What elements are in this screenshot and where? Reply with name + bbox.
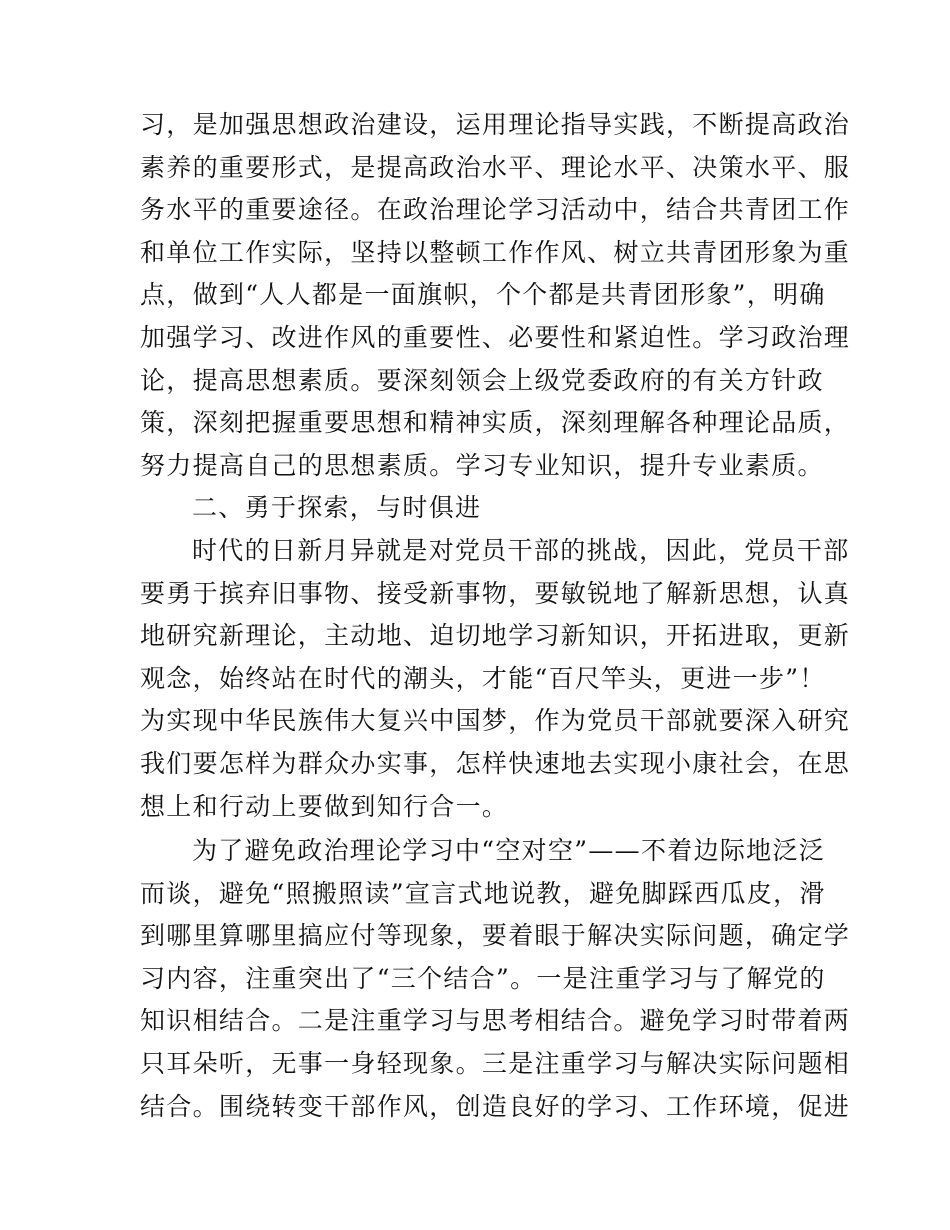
text-line: 和单位工作实际，坚持以整顿工作作风、树立共青团形象为重 — [140, 237, 851, 267]
text-line: 为实现中华民族伟大复兴中国梦，作为党员干部就要深入研究 — [140, 706, 851, 736]
text-line: 习，是加强思想政治建设，运用理论指导实践，不断提高政治 — [140, 110, 851, 139]
section-heading — [140, 487, 816, 530]
text-line: 素养的重要形式，是提高政治水平、理论水平、决策水平、服 — [140, 152, 851, 182]
text-line: 务水平的重要途径。在政治理论学习活动中，结合共青团工作 — [140, 195, 851, 225]
text-line: 二、勇于探索，与时俱进 — [192, 493, 482, 523]
text-line: 为了避免政治理论学习中“空对空”——不着边际地泛泛 — [192, 836, 826, 866]
text-line: 要勇于摈弃旧事物、接受新事物，要敏锐地了解新思想，认真 — [140, 578, 851, 608]
text-line: 观念，始终站在时代的潮头，才能“百尺竿头，更进一步”！ — [140, 663, 826, 693]
text-line: 地研究新理论，主动地、迫切地学习新知识，开拓进取，更新 — [140, 621, 851, 651]
text-line: 只耳朵听，无事一身轻现象。三是注重学习与解决实际问题相 — [140, 1049, 851, 1079]
text-line: 策，深刻把握重要思想和精神实质，深刻理解各种理论品质， — [140, 408, 851, 438]
text-line: 点，做到“人人都是一面旗帜，个个都是共青团形象”，明确 — [140, 280, 826, 310]
text-line: 想上和行动上要做到知行合一。 — [140, 791, 509, 821]
text-line: 我们要怎样为群众办实事，怎样快速地去实现小康社会，在思 — [140, 748, 851, 778]
text-line: 加强学习、改进作风的重要性、必要性和紧迫性。学习政治理 — [140, 322, 851, 352]
paragraph — [140, 830, 851, 1128]
text-line: 而谈，避免“照搬照读”宣言式地说教，避免脚踩西瓜皮，滑 — [140, 878, 826, 908]
text-line: 时代的日新月异就是对党员干部的挑战，因此，党员干部 — [192, 535, 850, 565]
text-line: 结合。围绕转变干部作风，创造良好的学习、工作环境，促进 — [140, 1091, 851, 1121]
paragraph — [140, 530, 851, 828]
text-line: 论，提高思想素质。要深刻领会上级党委政府的有关方针政 — [140, 365, 824, 395]
text-line: 知识相结合。二是注重学习与思考相结合。避免学习时带着两 — [140, 1006, 851, 1036]
document-body — [140, 104, 851, 1128]
text-line: 习内容，注重突出了“三个结合”。一是注重学习与了解党的 — [140, 963, 826, 993]
text-line: 到哪里算哪里搞应付等现象，要着眼于解决实际问题，确定学 — [140, 921, 851, 951]
text-line: 努力提高自己的思想素质。学习专业知识，提升专业素质。 — [140, 450, 824, 480]
paragraph — [140, 104, 851, 487]
